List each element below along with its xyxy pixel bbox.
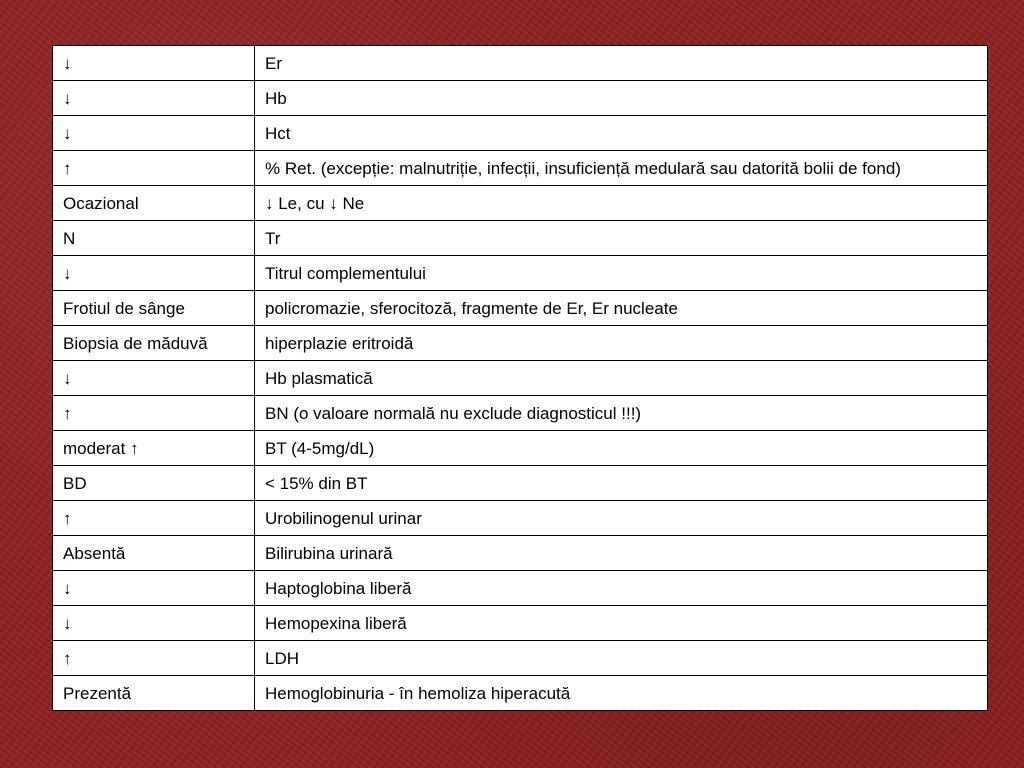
table-row	[53, 186, 988, 221]
table-body	[53, 46, 988, 711]
table-row	[53, 466, 988, 501]
indicator-cell: N	[53, 221, 255, 256]
table-row	[53, 571, 988, 606]
table-row	[53, 361, 988, 396]
indicator-cell: ↓	[53, 606, 255, 641]
parameter-cell: Hct	[255, 116, 988, 151]
parameter-cell: Hemoglobinuria - în hemoliza hiperacută	[255, 676, 988, 711]
table-row	[53, 606, 988, 641]
table-row	[53, 291, 988, 326]
parameter-cell: BN (o valoare normală nu exclude diagnosticul !!!)	[255, 396, 988, 431]
table-row	[53, 641, 988, 676]
table-row	[53, 326, 988, 361]
table-row	[53, 81, 988, 116]
table-row	[53, 116, 988, 151]
table-row	[53, 396, 988, 431]
indicator-cell: ↓	[53, 46, 255, 81]
indicator-cell: ↑	[53, 151, 255, 186]
parameter-cell: Bilirubina urinară	[255, 536, 988, 571]
parameter-cell: Urobilinogenul urinar	[255, 501, 988, 536]
indicator-cell: Ocazional	[53, 186, 255, 221]
parameter-cell: Hb plasmatică	[255, 361, 988, 396]
indicator-cell: moderat ↑	[53, 431, 255, 466]
table-row	[53, 46, 988, 81]
indicator-cell: Biopsia de măduvă	[53, 326, 255, 361]
parameter-cell: ↓ Le, cu ↓ Ne	[255, 186, 988, 221]
table-row	[53, 256, 988, 291]
indicator-cell: ↓	[53, 361, 255, 396]
indicator-cell: Prezentă	[53, 676, 255, 711]
table-row	[53, 501, 988, 536]
indicator-cell: ↑	[53, 501, 255, 536]
parameter-cell: Er	[255, 46, 988, 81]
indicator-cell: Absentă	[53, 536, 255, 571]
parameter-cell: Haptoglobina liberă	[255, 571, 988, 606]
lab-findings-table	[52, 45, 988, 711]
parameter-cell: LDH	[255, 641, 988, 676]
indicator-cell: ↓	[53, 116, 255, 151]
indicator-cell: ↓	[53, 571, 255, 606]
table-row	[53, 431, 988, 466]
table-row	[53, 536, 988, 571]
parameter-cell: Titrul complementului	[255, 256, 988, 291]
parameter-cell: Tr	[255, 221, 988, 256]
indicator-cell: ↑	[53, 396, 255, 431]
table-row	[53, 221, 988, 256]
indicator-cell: ↓	[53, 81, 255, 116]
parameter-cell: hiperplazie eritroidă	[255, 326, 988, 361]
parameter-cell: BT (4-5mg/dL)	[255, 431, 988, 466]
indicator-cell: Frotiul de sânge	[53, 291, 255, 326]
indicator-cell: ↑	[53, 641, 255, 676]
indicator-cell: BD	[53, 466, 255, 501]
parameter-cell: < 15% din BT	[255, 466, 988, 501]
parameter-cell: % Ret. (excepție: malnutriție, infecții, insuficiență medulară sau datorită bolii de fond)	[255, 151, 988, 186]
parameter-cell: Hemopexina liberă	[255, 606, 988, 641]
table-row	[53, 151, 988, 186]
indicator-cell: ↓	[53, 256, 255, 291]
table-row	[53, 676, 988, 711]
parameter-cell: Hb	[255, 81, 988, 116]
parameter-cell: policromazie, sferocitoză, fragmente de Er, Er nucleate	[255, 291, 988, 326]
